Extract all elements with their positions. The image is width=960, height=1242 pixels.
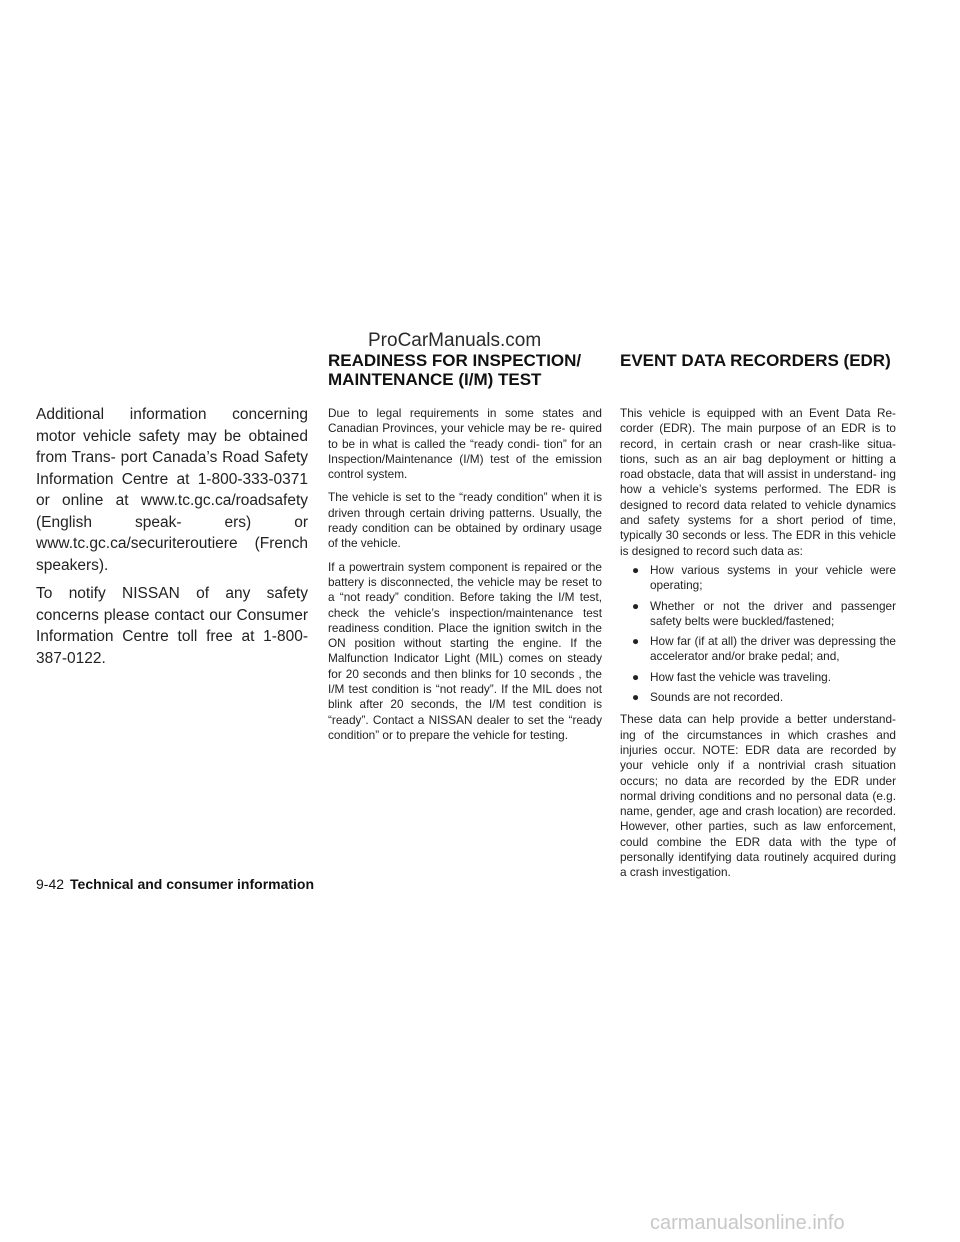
list-item-text: How far (if at all) the driver was depressing the accelerator and/or brake pedal; and, — [650, 634, 896, 664]
section-heading-im-test: READINESS FOR INSPECTION/ MAINTENANCE (I/M) TEST — [328, 351, 582, 389]
paragraph-road-safety-info: Additional information concerning motor vehicle safety may be obtained from Trans- port Canada’s Road Safety Information Centre at 1-800-333-0371 or online at www.tc.gc.ca/roadsafety (English speak- ers) or www.tc.gc.ca/securiteroutiere (French speakers). — [36, 406, 308, 574]
list-item — [620, 690, 896, 705]
list-item — [620, 670, 896, 685]
column-edr — [620, 406, 896, 881]
list-item-text: Whether or not the driver and passenger safety belts were buckled/fastened; — [650, 598, 896, 628]
paragraph-edr-usage: These data can help provide a better understand- ing of the circumstances in which crashes and injuries occur. NOTE: EDR data are recorded by your vehicle only if a nontrivial crash situation occurs; no data are recorded by the EDR under normal driving conditions and no personal data (e.g. name, gender, age and crash location) are recorded. However, other parties, such as law enforcement, could combine the EDR data with the type of personally identifying data routinely acquired during a crash investigation. — [620, 712, 896, 880]
bullet-icon: ● — [632, 562, 640, 577]
bullet-icon: ● — [632, 598, 640, 613]
list-item-text: How fast the vehicle was traveling. — [650, 669, 831, 684]
footer-section-title: Technical and consumer information — [70, 876, 315, 892]
paragraph-powertrain-reset: If a powertrain system component is repaired or the battery is disconnected, the vehicle may be reset to a “not ready” condition. Before taking the I/M test, check the vehicle’s inspection/maintenance test readiness condition. Place the ignition switch in the ON position without starting the engine. If the Malfunction Indicator Light (MIL) comes on steady for 20 seconds and then blinks for 10 seconds , the I/M test condition is “not ready”. If the MIL does not blink after 20 seconds, the I/M test condition is “ready”. Contact a NISSAN dealer to set the “ready condition” or to prepare the vehicle for testing. — [328, 559, 602, 742]
bullet-icon: ● — [632, 634, 640, 649]
list-item-text: Sounds are not recorded. — [650, 690, 784, 705]
bullet-icon: ● — [632, 690, 640, 705]
page-footer — [36, 876, 314, 892]
section-heading-edr: EVENT DATA RECORDERS (EDR) — [620, 351, 891, 370]
watermark-text: ProCarManuals.com — [368, 330, 542, 351]
list-item — [620, 599, 896, 630]
bottom-watermark-text: carmanualsonline.info — [650, 1212, 845, 1234]
page-number: 9-42 — [36, 876, 65, 892]
paragraph-ready-condition: The vehicle is set to the “ready condition” when it is driven through certain driving patterns. Usually, the ready condition can be obtained by ordinary usage of the vehicle. — [328, 490, 602, 551]
column-im-test — [328, 406, 602, 743]
edr-data-list — [620, 563, 896, 705]
list-item — [620, 563, 896, 594]
paragraph-edr-intro: This vehicle is equipped with an Event Data Re- corder (EDR). The main purpose of an EDR is to record, in certain crash or near crash-like situa- tions, such as an air bag deployment or hitting a road obstacle, data that will assist in understand- ing how a vehicle’s systems performed. The EDR is designed to record data related to vehicle dynamics and safety systems for a short period of time, typically 30 seconds or less. The EDR in this vehicle is designed to record such data as: — [620, 406, 896, 558]
paragraph-notify-nissan: To notify NISSAN of any safety concerns please contact our Consumer Information Centre toll free at 1-800-387-0122. — [36, 585, 308, 667]
bullet-icon: ● — [632, 669, 640, 684]
list-item-text: How various systems in your vehicle were operating; — [650, 562, 896, 593]
column-left — [36, 404, 308, 669]
list-item — [620, 634, 896, 665]
paragraph-legal-requirements: Due to legal requirements in some states and Canadian Provinces, your vehicle may be re- quired to be in what is called the “ready condi- tion” for an Inspection/Maintenance (I/M) test of the emission control system. — [328, 406, 602, 482]
